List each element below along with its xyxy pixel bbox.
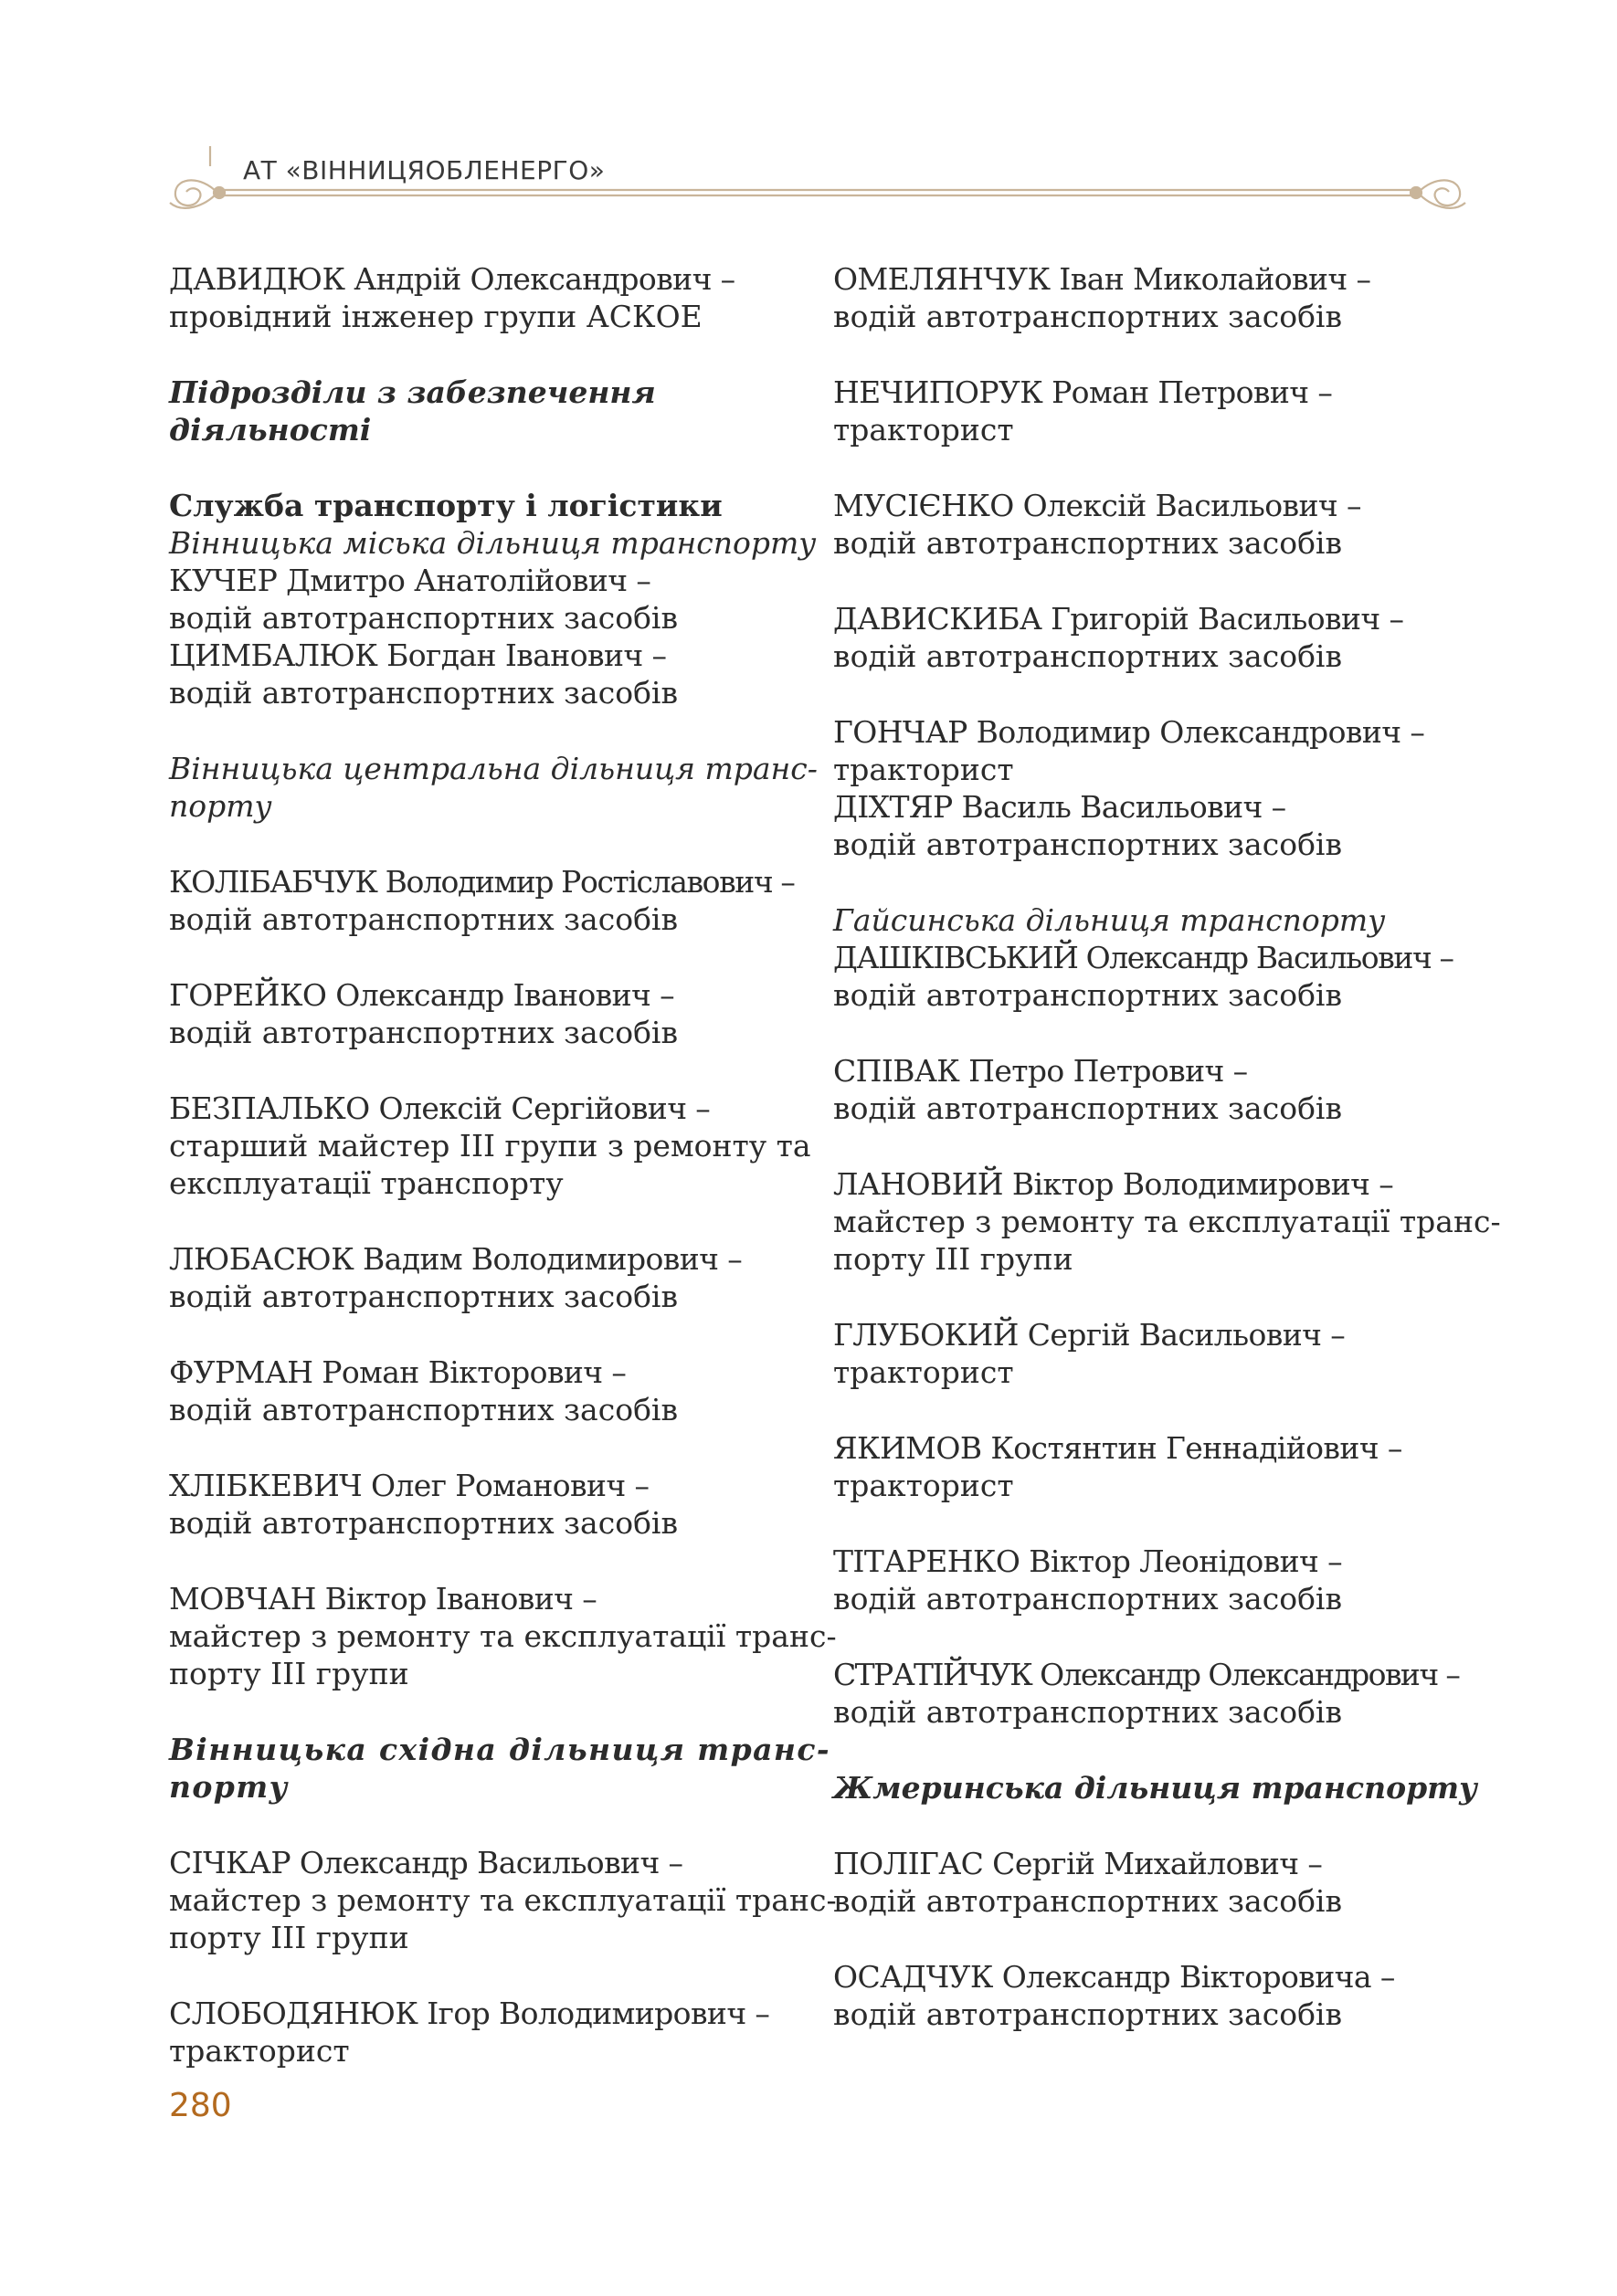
person-role: водій автотранспортних засобів xyxy=(169,675,679,711)
person-role: водій автотранспортних засобів xyxy=(833,638,1343,674)
person-role: водій автотранспортних засобів xyxy=(169,1505,679,1541)
person-entry xyxy=(169,1240,808,1315)
person-role: водій автотранспортних засобів xyxy=(833,1996,1343,2032)
person-entry xyxy=(169,1580,837,1692)
person-role: водій автотранспортних засобів xyxy=(169,901,679,937)
person-name: ГЛУБОКИЙ Сергій Васильович – xyxy=(833,1317,1346,1353)
person-entry xyxy=(833,1543,1473,1617)
subdivision-heading: Вінницька центральна дільниця транс- порту xyxy=(169,751,818,824)
page-number: 280 xyxy=(169,2087,232,2124)
person-role: тракторист xyxy=(833,1468,1014,1503)
person-entry xyxy=(169,1844,837,1956)
person-name: БЕЗПАЛЬКО Олексій Сергійович – xyxy=(169,1090,711,1126)
person-entry xyxy=(833,713,1473,863)
person-name: СЛОБОДЯНЮК Ігор Володимирович – xyxy=(169,1996,770,2031)
person-name: ГОНЧАР Володимир Олександрович – xyxy=(833,714,1425,750)
left-column xyxy=(169,260,837,2108)
person-name: ХЛІБКЕВИЧ Олег Романович – xyxy=(169,1468,650,1503)
person-entry xyxy=(833,1429,1473,1504)
person-name: ЛЮБАСЮК Вадим Володимирович – xyxy=(169,1241,743,1277)
person-entry xyxy=(833,1316,1473,1391)
person-role: водій автотранспортних засобів xyxy=(833,1581,1343,1617)
subdivision-block xyxy=(833,901,1473,1014)
person-role: водій автотранспортних засобів xyxy=(833,1090,1343,1126)
person-role: водій автотранспортних засобів xyxy=(833,1883,1343,1919)
right-column xyxy=(833,260,1501,2071)
person-name: ДАВИСКИБА Григорій Васильович – xyxy=(833,601,1404,637)
person-role: водій автотранспортних засобів xyxy=(169,600,679,636)
subdivision-heading: Вінницька східна дільниця транс- порту xyxy=(169,1732,830,1805)
person-role: водій автотранспортних засобів xyxy=(169,1392,679,1427)
person-name: СІЧКАР Олександр Васильович – xyxy=(169,1845,683,1880)
person-role: майстер з ремонту та експлуатації транс- xyxy=(169,1882,837,1918)
person-role: майстер з ремонту та експлуатації транс- xyxy=(833,1204,1501,1239)
person-role: майстер з ремонту та експлуатації транс- xyxy=(169,1618,837,1654)
person-name: ОМЕЛЯНЧУК Іван Миколайович – xyxy=(833,261,1371,297)
person-role: водій автотранспортних засобів xyxy=(169,1279,679,1314)
person-role: тракторист xyxy=(169,2033,350,2069)
person-role: водій автотранспортних засобів xyxy=(833,827,1343,862)
running-header xyxy=(164,139,1471,226)
person-entry xyxy=(833,1845,1473,1920)
person-role: водій автотранспортних засобів xyxy=(833,525,1343,561)
person-name: НЕЧИПОРУК Роман Петрович – xyxy=(833,374,1333,410)
person-name: МОВЧАН Віктор Іванович – xyxy=(169,1581,597,1617)
person-entry xyxy=(833,260,1473,335)
person-entry xyxy=(169,260,808,335)
person-entry xyxy=(169,1467,808,1542)
person-name: КОЛІБАБЧУК Володимир Ростіславович – xyxy=(169,864,795,900)
person-name: ДАВИДЮК Андрій Олександрович – xyxy=(169,261,735,297)
subdivision-heading: Жмеринська дільниця транспорту xyxy=(833,1770,1477,1806)
person-entry xyxy=(169,863,808,938)
service-block xyxy=(169,487,817,711)
person-role: провідний інженер групи АСКОЕ xyxy=(169,299,703,334)
person-role: тракторист xyxy=(833,1354,1014,1390)
person-role: старший майстер ІІІ групи з ремонту та xyxy=(169,1128,811,1164)
person-role: порту ІІІ групи xyxy=(169,1920,409,1955)
person-role: водій автотранспортних засобів xyxy=(169,1015,679,1050)
person-role: водій автотранспортних засобів xyxy=(833,1694,1343,1730)
person-entry xyxy=(169,1090,811,1202)
header-title: АТ «ВІННИЦЯОБЛЕНЕРГО» xyxy=(243,155,606,185)
person-role: порту ІІІ групи xyxy=(833,1241,1073,1277)
section-heading: Підрозділи з забезпечення діяльності xyxy=(169,374,656,448)
subdivision-heading: Вінницька міська дільниця транспорту xyxy=(169,525,817,561)
person-role: порту ІІІ групи xyxy=(169,1656,409,1691)
person-name: КУЧЕР Дмитро Анатолійович – xyxy=(169,563,651,598)
person-name: ЦИМБАЛЮК Богдан Іванович – xyxy=(169,637,667,673)
person-name: ОСАДЧУК Олександр Вікторовича – xyxy=(833,1959,1395,1995)
person-entry xyxy=(833,374,1473,448)
person-entry xyxy=(169,1353,808,1428)
person-name: ФУРМАН Роман Вікторович – xyxy=(169,1354,627,1390)
person-name: ЯКИМОВ Костянтин Геннадійович – xyxy=(833,1430,1402,1466)
person-role: тракторист xyxy=(833,412,1014,448)
person-entry xyxy=(169,976,808,1051)
service-heading: Служба транспорту і логістики xyxy=(169,488,723,523)
person-entry xyxy=(833,1656,1473,1731)
person-role: водій автотранспортних засобів xyxy=(833,299,1343,334)
person-entry xyxy=(833,1958,1473,2033)
person-role: тракторист xyxy=(833,752,1014,787)
person-name: СТРАТІЙЧУК Олександр Олександрович – xyxy=(833,1657,1460,1692)
subdivision-heading: Гайсинська дільниця транспорту xyxy=(833,902,1386,938)
person-entry xyxy=(833,600,1473,675)
person-name: ДАШКІВСЬКИЙ Олександр Васильович – xyxy=(833,940,1453,975)
person-name: ДІХТЯР Василь Васильович – xyxy=(833,789,1286,825)
person-name: МУСІЄНКО Олексій Васильович – xyxy=(833,488,1361,523)
person-entry xyxy=(833,1052,1473,1127)
person-name: ГОРЕЙКО Олександр Іванович – xyxy=(169,977,675,1013)
person-name: ПОЛІГАС Сергій Михайлович – xyxy=(833,1846,1323,1881)
person-entry xyxy=(169,1995,808,2070)
person-entry xyxy=(833,487,1473,562)
person-name: ТІТАРЕНКО Віктор Леонідович – xyxy=(833,1543,1343,1579)
person-entry xyxy=(833,1165,1501,1278)
person-name: ЛАНОВИЙ Віктор Володимирович – xyxy=(833,1166,1394,1202)
person-name: СПІВАК Петро Петрович – xyxy=(833,1053,1248,1089)
person-role: експлуатації транспорту xyxy=(169,1165,564,1201)
person-role: водій автотранспортних засобів xyxy=(833,977,1343,1013)
